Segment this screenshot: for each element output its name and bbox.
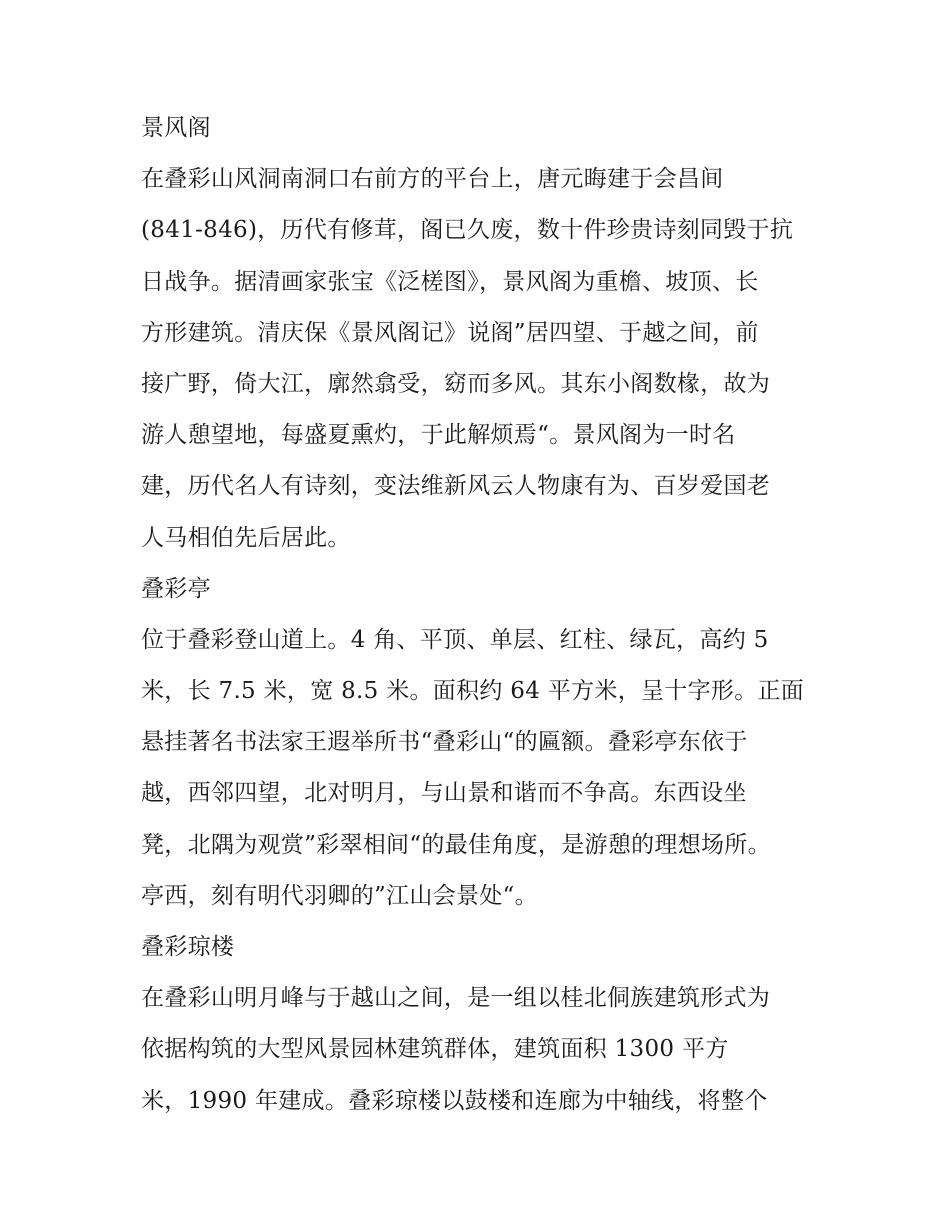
paragraph-line: 位于叠彩登山道上。4 角、平顶、单层、红柱、绿瓦，高约 5 [141,626,769,653]
paragraph-line: 凳，北隅为观赏”彩翠相间“的最佳角度，是游憩的理想场所。 [141,831,771,858]
paragraph-line: 在叠彩山风洞南洞口右前方的平台上，唐元晦建于会昌间 [141,166,724,193]
paragraph-line: 日战争。据清画家张宝《泛槎图》，景风阁为重檐、坡顶、长 [141,268,759,295]
section-heading: 景风阁 [141,115,211,141]
section-heading: 叠彩亭 [141,575,211,602]
section-heading: 叠彩琼楼 [141,934,235,960]
section-diecai-qionglou [141,922,816,1127]
paragraph-line: 在叠彩山明月峰与于越山之间，是一组以桂北侗族建筑形式为 [141,985,771,1012]
paragraph-line: 悬挂著名书法家王遐举所书“叠彩山“的匾额。叠彩亭东依于 [141,729,748,756]
paragraph-line: 人马相伯先后居此。 [141,524,351,551]
paragraph-line: 依据构筑的大型风景园林建筑群体，建筑面积 1300 平方 [141,1036,729,1063]
paragraph-line: 方形建筑。清庆保《景风阁记》说阁”居四望、于越之间，前 [141,319,759,346]
paragraph-line: 米，1990 年建成。叠彩琼楼以鼓楼和连廊为中轴线，将整个 [141,1087,768,1114]
paragraph-line: (841-846)，历代有修茸，阁已久废，数十件珍贵诗刻同毁于抗 [141,217,794,244]
paragraph-line: 接广野，倚大江，廓然翕受，窈而多风。其东小阁数椽，故为 [141,370,771,397]
section-jingfeng-pavilion [141,103,816,564]
document-page [141,103,816,1127]
paragraph-line: 越，西邻四望，北对明月，与山景和谐而不争高。东西设坐 [141,780,747,807]
paragraph-line: 米，长 7.5 米，宽 8.5 米。面积约 64 平方米，呈十字形。正面 [141,678,805,705]
paragraph-line: 亭西，刻有明代羽卿的”江山会景处“。 [141,882,538,909]
paragraph-line: 建，历代名人有诗刻，变法维新风云人物康有为、百岁爱国老 [141,473,771,500]
paragraph-line: 游人憩望地，每盛夏熏灼，于此解烦焉“。景风阁为一时名 [141,422,736,449]
section-diecai-pavilion [141,564,816,922]
